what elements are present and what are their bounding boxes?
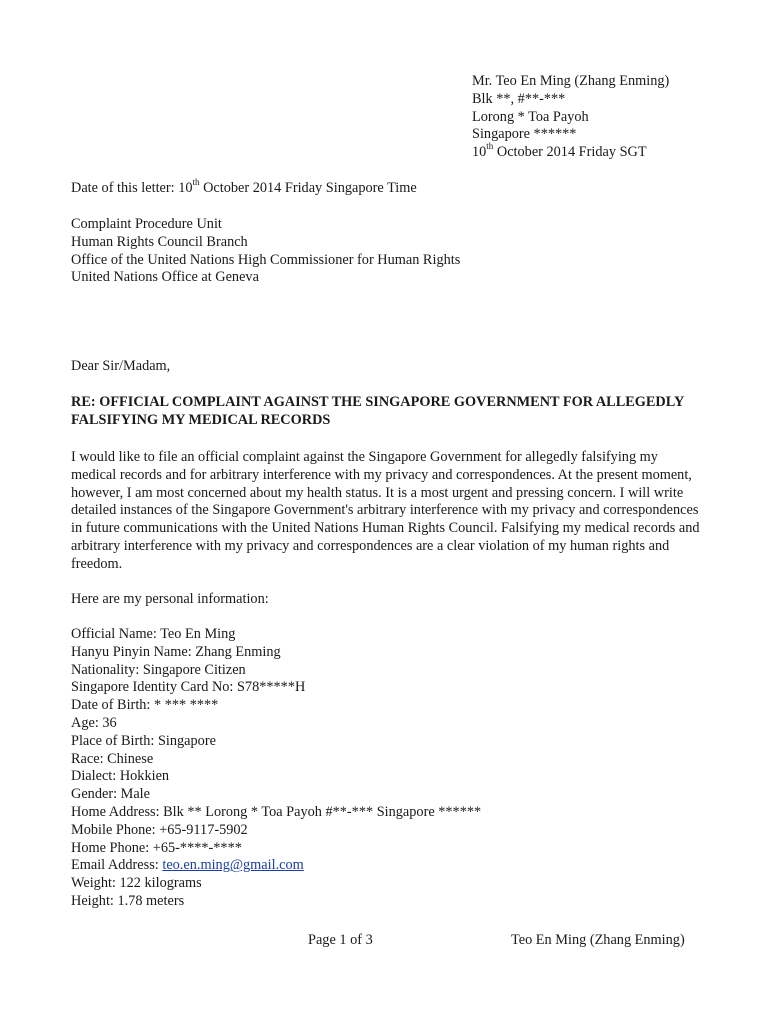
letter-date-prefix: Date of this letter: 10 xyxy=(71,180,193,196)
info-hanyu-pinyin: Hanyu Pinyin Name: Zhang Enming xyxy=(71,643,281,660)
info-email xyxy=(71,857,481,875)
personal-info-intro: Here are my personal information: xyxy=(71,591,269,607)
sender-date xyxy=(472,141,669,162)
recipient-address-block xyxy=(71,216,460,287)
info-place-of-birth: Place of Birth: Singapore xyxy=(71,732,216,749)
body-paragraph xyxy=(71,449,701,574)
page-number: Page 1 of 3 xyxy=(308,932,373,948)
body-paragraph-text: I would like to file an official complaint against the Singapore Government for allegedly falsifying my medical records and for arbitrary interference with my privacy and correspondences. At the present moment, however, I am most concerned about my health status. It is a most urgent and pressing concern. I will write detailed instances of the Singapore Government's arbitrary interference with my privacy and correspondences in future communications with the United Nations Human Rights Council. Falsifying my medical records and arbitrary interference with my privacy and correspondences are a clear violation of my human rights and freedom. xyxy=(71,449,700,572)
info-weight: Weight: 122 kilograms xyxy=(71,875,202,892)
recipient-line: Office of the United Nations High Commissioner for Human Rights xyxy=(71,251,461,268)
sender-block: Blk **, #**-*** xyxy=(472,90,566,107)
sender-date-day: 10 xyxy=(472,144,487,161)
salutation: Dear Sir/Madam, xyxy=(71,358,171,374)
sender-street: Lorong * Toa Payoh xyxy=(472,108,589,125)
info-identity-card: Singapore Identity Card No: S78*****H xyxy=(71,679,306,696)
info-dialect: Dialect: Hokkien xyxy=(71,768,170,785)
info-home-address: Home Address: Blk ** Lorong * Toa Payoh #**-*** Singapore ****** xyxy=(71,803,482,820)
info-home-phone: Home Phone: +65-****-**** xyxy=(71,839,242,856)
info-height: Height: 1.78 meters xyxy=(71,892,185,909)
info-date-of-birth: Date of Birth: * *** **** xyxy=(71,697,219,714)
sender-name: Mr. Teo En Ming (Zhang Enming) xyxy=(472,73,670,89)
info-email-label: Email Address: xyxy=(71,857,163,874)
personal-info-list xyxy=(71,626,481,911)
sender-date-rest: October 2014 Friday SGT xyxy=(493,144,647,161)
sender-date-suffix: th xyxy=(486,141,494,152)
email-link[interactable]: teo.en.ming@gmail.com xyxy=(162,857,304,874)
recipient-line: United Nations Office at Geneva xyxy=(71,269,259,286)
info-age: Age: 36 xyxy=(71,714,117,731)
subject-line: RE: OFFICIAL COMPLAINT AGAINST THE SINGAPORE GOVERNMENT FOR ALLEGEDLY FALSIFYING MY MEDICAL RECORDS xyxy=(71,394,684,428)
recipient-line: Human Rights Council Branch xyxy=(71,233,248,250)
letter-date xyxy=(71,177,417,198)
recipient-line: Complaint Procedure Unit xyxy=(71,216,222,232)
footer-author: Teo En Ming (Zhang Enming) xyxy=(511,932,685,948)
info-official-name: Official Name: Teo En Ming xyxy=(71,626,236,642)
letter-date-suffix: th xyxy=(192,177,200,188)
sender-address-block xyxy=(472,73,669,162)
info-race: Race: Chinese xyxy=(71,750,154,767)
info-nationality: Nationality: Singapore Citizen xyxy=(71,661,246,678)
info-gender: Gender: Male xyxy=(71,786,150,803)
letter-date-rest: October 2014 Friday Singapore Time xyxy=(199,180,417,196)
sender-city: Singapore ****** xyxy=(472,126,577,143)
info-mobile-phone: Mobile Phone: +65-9117-5902 xyxy=(71,821,248,838)
